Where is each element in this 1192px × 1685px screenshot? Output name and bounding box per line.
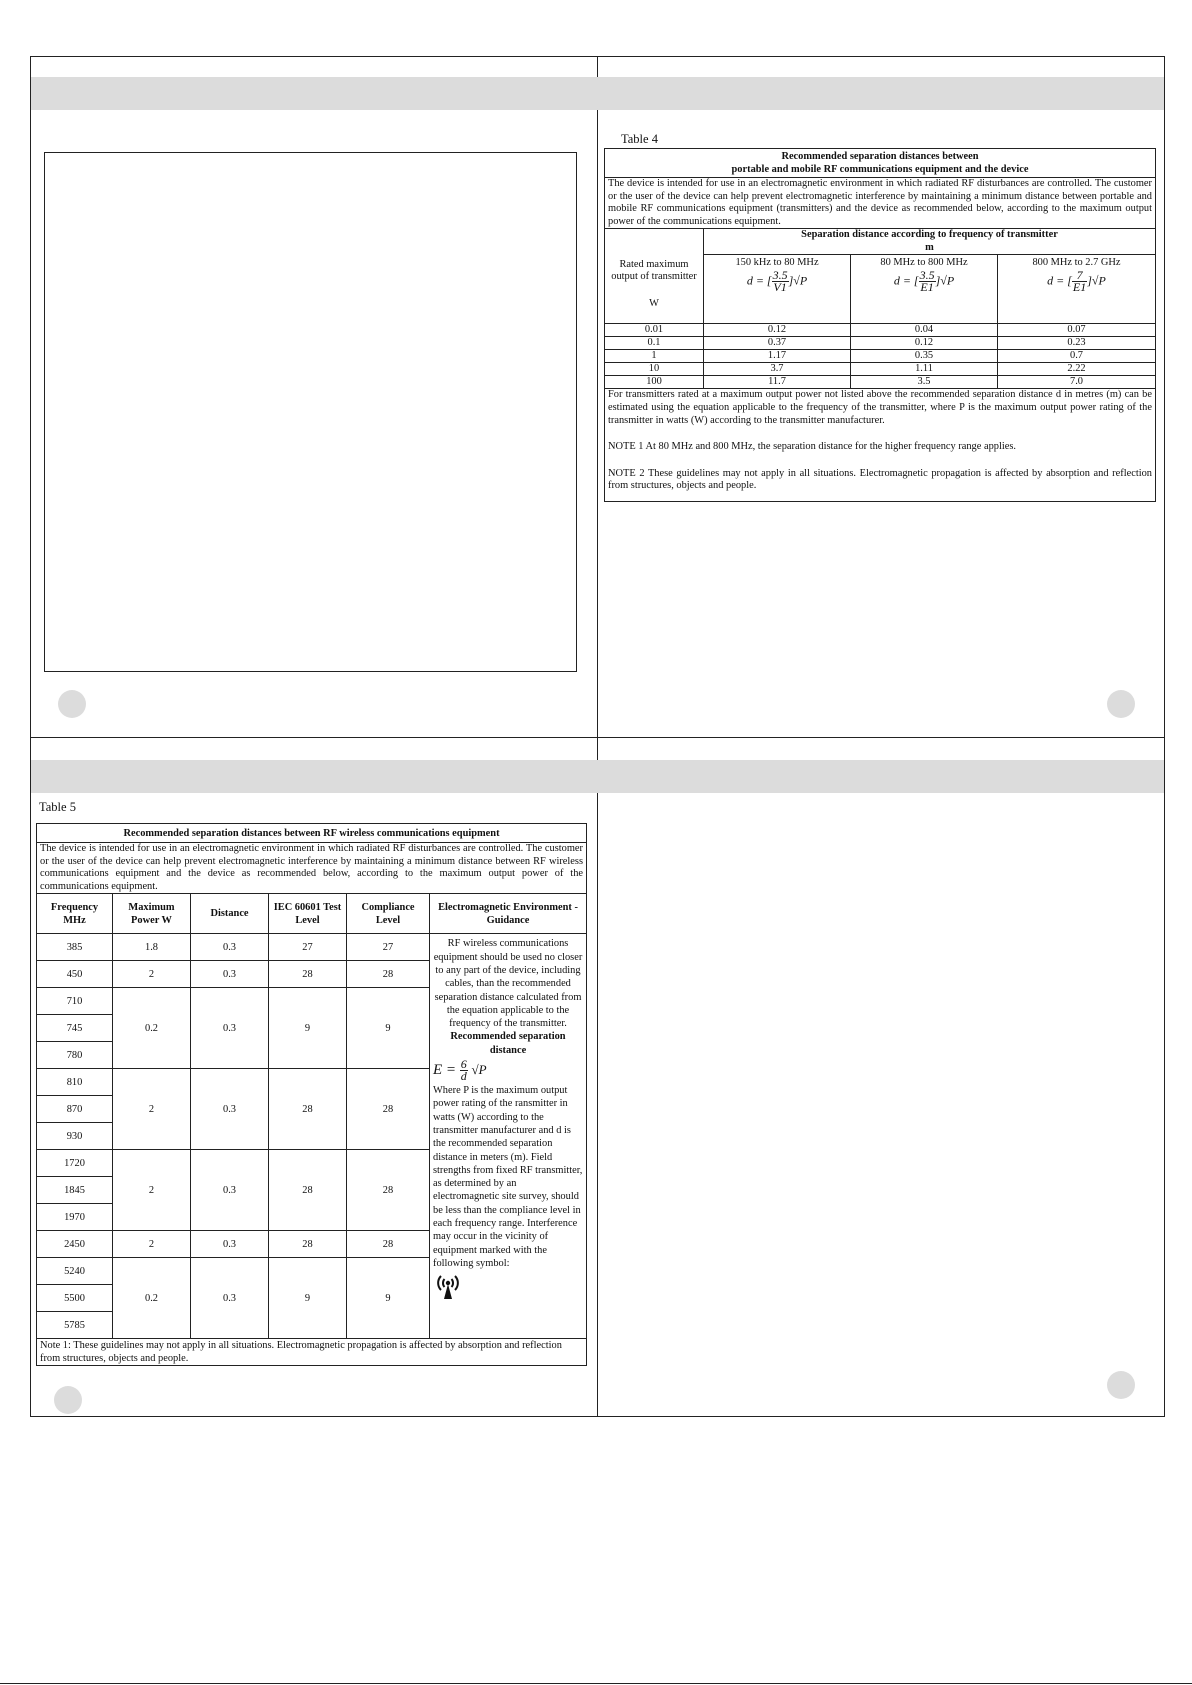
table5-distance: 0.3 — [191, 934, 269, 961]
upper-header-band — [31, 77, 1164, 110]
table5-power: 2 — [113, 1231, 191, 1258]
table5-frequency: 810 — [37, 1069, 113, 1096]
bottom-page-rule — [0, 1683, 1192, 1684]
table5-distance: 0.3 — [191, 1069, 269, 1150]
table4 — [604, 148, 1156, 502]
table5-test-level: 28 — [269, 1069, 347, 1150]
table5-distance: 0.3 — [191, 961, 269, 988]
table4-col1-formula: d = [ $\frac{3.5}{V1}$ ]√P — [746, 268, 808, 295]
table4-intro: The device is intended for use in an electromagnetic environment in which radiated RF disturbances are controlled. The customer or the user of the device can help prevent electromagnetic interference by maintaining a minimum distance between portable and mobile RF communications equipment (transmitters) and the device as recommended below, according to the maximum output power of the communications equipment. — [605, 178, 1156, 229]
table4-title-line2: portable and mobile RF communications equipment and the device — [731, 164, 1029, 175]
table4-row: 0.01 0.12 0.04 0.07 — [605, 324, 1156, 337]
table5-power: 2 — [113, 1069, 191, 1150]
table5-distance: 0.3 — [191, 1150, 269, 1231]
table4-col1-range: 150 kHz to 80 MHz — [735, 257, 819, 269]
table5-distance: 0.3 — [191, 988, 269, 1069]
table5-header-power: Maximum Power W — [113, 894, 191, 934]
table5-power: 1.8 — [113, 934, 191, 961]
table5-test-level: 9 — [269, 988, 347, 1069]
table5-distance: 0.3 — [191, 1258, 269, 1339]
table5-note: Note 1: These guidelines may not apply in all situations. Electromagnetic propagation is affected by absorption and reflection from structures, objects and people. — [37, 1339, 587, 1366]
page-number-marker — [58, 690, 86, 718]
table5-compliance: 27 — [347, 934, 430, 961]
table5-guidance-formula: E = $\frac{6}{d}$ √P — [433, 1057, 487, 1084]
table5-header-distance: Distance — [191, 894, 269, 934]
table5-compliance: 28 — [347, 961, 430, 988]
table5-compliance: 9 — [347, 988, 430, 1069]
table4-col3-formula: d = [ $\frac{7}{E1}$ ]√P — [1047, 268, 1106, 295]
table5-frequency: 1845 — [37, 1177, 113, 1204]
table4-footer-para: For transmitters rated at a maximum output power not listed above the recommended separation distance d in metres (m) can be estimated using the equation applicable to the frequency of the transmitter, where P is the maximum output power rating of the transmitter in watts (W) according to the transmitter manufacturer. — [608, 389, 1152, 426]
table5-frequency: 450 — [37, 961, 113, 988]
table5-frequency: 385 — [37, 934, 113, 961]
table5-compliance: 28 — [347, 1231, 430, 1258]
table4-caption: Table 4 — [621, 132, 658, 146]
table5-header-guidance: Electromagnetic Environment - Guidance — [430, 894, 587, 934]
page-number-marker — [1107, 690, 1135, 718]
table5-test-level: 28 — [269, 1150, 347, 1231]
upper-page-divider — [597, 56, 598, 738]
table4-row: 100 11.7 3.5 7.0 — [605, 376, 1156, 389]
table5-frequency: 780 — [37, 1042, 113, 1069]
table5-power: 0.2 — [113, 1258, 191, 1339]
table5-power: 0.2 — [113, 988, 191, 1069]
table5-test-level: 28 — [269, 1231, 347, 1258]
table5-title: Recommended separation distances between RF wireless communications equipment — [37, 824, 587, 843]
page-number-marker — [1107, 1371, 1135, 1399]
table4-col3-range: 800 MHz to 2.7 GHz — [1032, 257, 1121, 269]
table5-test-level: 9 — [269, 1258, 347, 1339]
table5-frequency: 710 — [37, 988, 113, 1015]
table5-test-level: 27 — [269, 934, 347, 961]
table5 — [36, 823, 587, 1366]
lower-page-divider — [597, 737, 598, 1417]
table4-col2-formula: d = [ $\frac{3.5}{E1}$ ]√P — [893, 268, 955, 295]
table4-sep-unit: m — [925, 241, 934, 253]
table5-frequency: 2450 — [37, 1231, 113, 1258]
table4-note1: NOTE 1 At 80 MHz and 800 MHz, the separation distance for the higher frequency range applies. — [608, 441, 1016, 453]
table5-intro: The device is intended for use in an electromagnetic environment in which radiated RF disturbances are controlled. The customer or the user of the device can help prevent electromagnetic interference by maintaining a minimum distance between RF wireless communications equipment and the device as recommended below, according to the maximum output power of the communications equipment. — [37, 843, 587, 894]
table5-compliance: 9 — [347, 1258, 430, 1339]
table5-compliance: 28 — [347, 1069, 430, 1150]
table4-note2: NOTE 2 These guidelines may not apply in all situations. Electromagnetic propagation is affected by absorption and reflection from structures, objects and people. — [608, 467, 1152, 492]
table5-guidance-body: Where P is the maximum output power rating of the ransmitter in watts (W) according to the transmitter manufacturer and d is the recommended separation distance in meters (m). Field strengths from fixed RF transmitter, as determined by an electromagnetic site survey, should be less than the compliance level in each frequency range. Interference may occur in the vicinity of equipment marked with the following symbol: — [433, 1085, 583, 1269]
table5-guidance-heading: Recommended separation distance — [450, 1031, 566, 1056]
table4-sep-header: Separation distance according to frequency of transmitter — [801, 229, 1058, 241]
table4-rated-unit: W — [649, 297, 659, 309]
table5-frequency: 5500 — [37, 1285, 113, 1312]
table5-frequency: 1970 — [37, 1204, 113, 1231]
blank-content-box — [44, 152, 577, 672]
table5-compliance: 28 — [347, 1150, 430, 1231]
table5-test-level: 28 — [269, 961, 347, 988]
non-ionizing-radiation-icon — [433, 1272, 583, 1304]
table5-header-frequency: Frequency MHz — [37, 894, 113, 934]
table4-col2-range: 80 MHz to 800 MHz — [880, 257, 968, 269]
table4-row: 10 3.7 1.11 2.22 — [605, 363, 1156, 376]
page-number-marker — [54, 1386, 82, 1414]
table5-header-test-level: IEC 60601 Test Level — [269, 894, 347, 934]
table4-row: 1 1.17 0.35 0.7 — [605, 350, 1156, 363]
table5-power: 2 — [113, 961, 191, 988]
table5-frequency: 1720 — [37, 1150, 113, 1177]
table5-frequency: 745 — [37, 1015, 113, 1042]
table5-header-compliance: Compliance Level — [347, 894, 430, 934]
table5-distance: 0.3 — [191, 1231, 269, 1258]
table5-frequency: 930 — [37, 1123, 113, 1150]
table5-guidance-top: RF wireless communications equipment should be used no closer to any part of the device, including cables, than the recommended separation distance calculated from the equation applicable to the frequency of the transmitter. — [433, 938, 583, 1030]
table5-caption: Table 5 — [39, 800, 76, 814]
table5-power: 2 — [113, 1150, 191, 1231]
lower-header-band — [31, 760, 1164, 793]
table5-frequency: 870 — [37, 1096, 113, 1123]
table4-rated-label: Rated maximum output of transmitter — [611, 258, 697, 283]
table4-title-line1: Recommended separation distances between — [781, 151, 979, 162]
table4-row: 0.1 0.37 0.12 0.23 — [605, 337, 1156, 350]
table5-frequency: 5240 — [37, 1258, 113, 1285]
table5-frequency: 5785 — [37, 1312, 113, 1339]
